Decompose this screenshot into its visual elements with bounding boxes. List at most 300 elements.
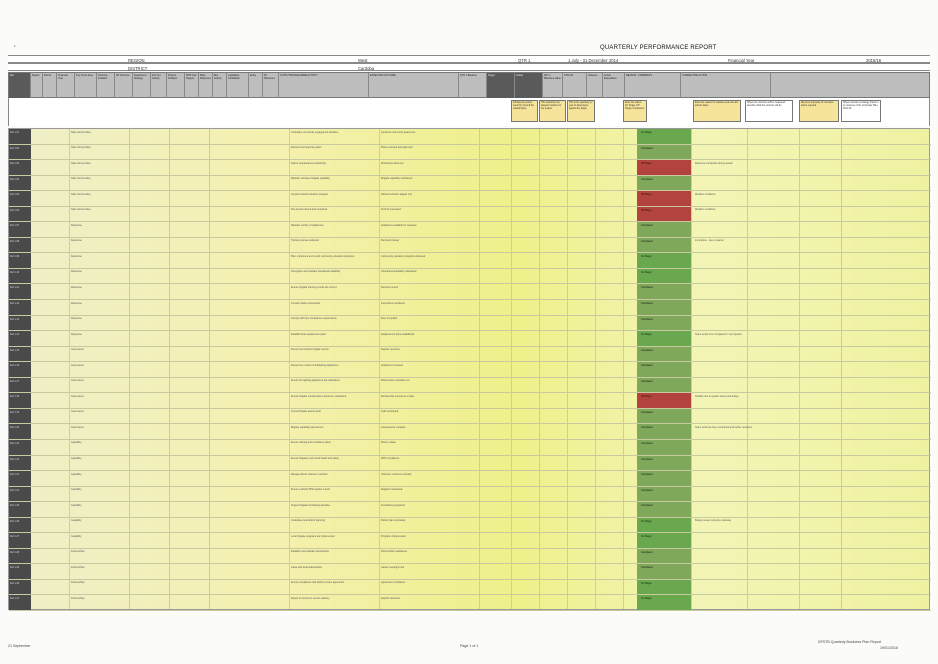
row-outcome: Volunteer numbers recorded (381, 472, 412, 476)
row-outcome: Operational capability maintained (381, 270, 417, 274)
row-ref: Ref 1.02 (10, 146, 20, 150)
row-status: Completed (641, 177, 653, 181)
region-row (8, 55, 930, 63)
row-outcome: District plan completed (381, 519, 406, 523)
row-status-cell (637, 238, 691, 253)
row-key-focus-area: Safe Communities (71, 192, 91, 196)
fy-label: Financial Year (728, 57, 755, 63)
row-ref: Ref 1.24 (10, 488, 20, 492)
column-header: Financial Year (57, 73, 75, 99)
column-header: Variance (587, 73, 603, 99)
row-output: Brigade capability assessment (291, 425, 324, 429)
row-ref-cell (9, 284, 31, 299)
row-ref-cell (9, 549, 31, 564)
row-status: Completed (641, 379, 653, 383)
row-key-focus-area: Response (71, 332, 82, 336)
qtr-label: QTR 1 (518, 57, 531, 63)
row-ref-cell (9, 145, 31, 160)
row-key-focus-area: Capability (71, 534, 82, 538)
row-status: Completed (641, 348, 653, 352)
row-output: Fire permits issued and monitored (291, 208, 328, 212)
row-status-cell (637, 316, 691, 331)
row-status: Completed (641, 239, 653, 243)
table-row (9, 362, 931, 378)
column-header: KPI or Milestone Value (543, 73, 563, 99)
row-key-focus-area: Capability (71, 519, 82, 523)
table-row (9, 331, 931, 347)
row-status-cell (637, 347, 691, 362)
row-outcome: Plans in place (381, 441, 396, 445)
baseline-note: Indicate the actual result for Q1 and the related figure (511, 100, 538, 122)
footer-right-bottom: 19/01/2016 (880, 646, 898, 650)
row-ref: Ref 1.15 (10, 348, 20, 352)
row-status: On Target (641, 333, 652, 337)
row-status-cell (637, 471, 691, 486)
table-row (9, 595, 931, 611)
row-ref-cell (9, 424, 31, 439)
row-output: Manage district volunteer numbers (291, 472, 328, 476)
row-comment: Partially due to system issues and delays (695, 394, 739, 398)
row-ref: Ref 1.17 (10, 379, 20, 383)
table-row (9, 176, 931, 192)
row-status: Completed (641, 410, 653, 414)
row-status-cell (637, 253, 691, 268)
row-status: Off Target (641, 395, 652, 399)
row-ref-cell (9, 518, 31, 533)
row-ref: Ref 1.30 (10, 581, 20, 585)
row-ref-cell (9, 300, 31, 315)
row-ref: Ref 1.04 (10, 177, 20, 181)
row-outcome: Inspections completed (381, 301, 405, 305)
column-header: Actual (515, 73, 543, 99)
table-row (9, 129, 931, 145)
table-row (9, 253, 931, 269)
row-ref-cell (9, 487, 31, 502)
row-ref: Ref 1.11 (10, 286, 19, 290)
row-outcome: Community education programs delivered (381, 254, 426, 258)
row-status-cell (637, 222, 691, 237)
row-ref-cell (9, 347, 31, 362)
table-row (9, 284, 931, 300)
row-output: Plan, implement and record community education programs (291, 254, 355, 258)
row-ref: Ref 1.23 (10, 473, 20, 477)
row-ref: Ref 1.07 (10, 224, 20, 228)
row-output: Annual brigade assets audit (291, 410, 321, 414)
row-outcome: Maintenance schedule met (381, 379, 410, 383)
table-row (9, 316, 931, 332)
row-status-cell (637, 440, 691, 455)
row-ref-cell (9, 207, 31, 222)
corner-mark: • (14, 43, 16, 48)
column-header: Outcome Indicator (97, 73, 115, 99)
district-row (8, 63, 930, 71)
row-ref-cell (9, 129, 31, 144)
row-status: On Target (641, 270, 652, 274)
row-ref-cell (9, 533, 31, 548)
row-comment: Some works to be completed in next quarter (695, 332, 742, 336)
row-ref: Ref 1.01 (10, 131, 20, 134)
row-status-cell (637, 176, 691, 191)
row-output: Conduct hazard reduction program (291, 192, 328, 196)
column-header: Ref (9, 73, 31, 99)
row-status: Completed (641, 504, 653, 508)
footer-center: Page 1 of 1 (460, 644, 479, 648)
row-status-cell (637, 300, 691, 315)
row-comment: Resource constraints during quarter (695, 161, 734, 165)
row-status-cell (637, 160, 691, 175)
row-key-focus-area: Safe Communities (71, 208, 91, 212)
row-output: Conduct station inspections (291, 301, 321, 305)
column-header: OUTPUT/PROGRAMME/ACTIVITY (279, 73, 369, 99)
corrective-note: Record a summary of corrective action required (799, 100, 839, 122)
outcome-note: Where the outcome will be measured, describe what the outcome will be (745, 100, 793, 122)
row-ref-cell (9, 269, 31, 284)
target-note: This should be the targeted number for the quarter (539, 100, 566, 122)
row-ref: Ref 1.25 (10, 504, 20, 508)
row-ref: Ref 1.27 (10, 535, 20, 539)
row-status: Completed (641, 473, 653, 477)
row-comment: Weather conditions (695, 208, 716, 212)
row-key-focus-area: Response (71, 223, 82, 227)
row-ref-cell (9, 580, 31, 595)
row-ref: Ref 1.22 (10, 457, 20, 461)
row-key-focus-area: Response (71, 239, 82, 243)
row-status-cell (637, 269, 691, 284)
row-ref-cell (9, 331, 31, 346)
row-ref: Ref 1.16 (10, 364, 20, 368)
row-output: Support brigade fundraising activities (291, 503, 331, 507)
row-output: Maintain number of appliances (291, 223, 324, 227)
row-ref: Ref 1.12 (10, 302, 20, 306)
row-key-focus-area: Capability (71, 472, 82, 476)
row-status: Off Target (641, 193, 652, 197)
column-header: STATUS (563, 73, 587, 99)
row-ref-cell (9, 471, 31, 486)
row-output: Maintain volunteer brigade capability (291, 177, 330, 181)
row-output: Ensure compliance with district service agreement (291, 581, 345, 585)
row-outcome: Hazard reduction targets met (381, 192, 412, 196)
row-outcome: Workshops delivered (381, 161, 404, 165)
table-row (9, 471, 931, 487)
row-key-focus-area: Response (71, 317, 82, 321)
row-status: Completed (641, 566, 653, 570)
row-output: Comply with fleet compliance requirements (291, 317, 337, 321)
row-outcome: Partnerships maintained (381, 550, 407, 554)
row-key-focus-area: Response (71, 285, 82, 289)
column-header: CORRECTIVE ACTION (681, 73, 771, 99)
row-output: Local brigade programs are implemented (291, 534, 335, 538)
output-note: Where relevant a strategy linked to an outcome of the Corporate Plan 2011-16 (841, 100, 881, 122)
row-status: Completed (641, 364, 653, 368)
row-status: Completed (641, 441, 653, 445)
row-outcome: WHS compliance (381, 457, 400, 461)
reason-note: Enter the reason for variance and relevant actions taken (693, 100, 741, 122)
row-output: Ensure a district PPE register is kept (291, 488, 330, 492)
row-status: Completed (641, 302, 653, 306)
table-row (9, 409, 931, 425)
row-outcome: Fleet compliant (381, 317, 398, 321)
row-status: On Target (641, 519, 652, 523)
row-key-focus-area: Capability (71, 457, 82, 461)
row-outcome: Appliances available for response (381, 223, 417, 227)
row-key-focus-area: Capability (71, 488, 82, 492)
row-status-cell (637, 145, 691, 160)
column-header: Bus Activity (213, 73, 227, 99)
row-outcome: Plans reviewed and approved (381, 146, 413, 150)
column-header: KF Reference (263, 73, 279, 99)
row-key-focus-area: Governance (71, 394, 85, 398)
column-header: EXPECTED OUTCOME (369, 73, 459, 99)
row-outcome: Assessments complete (381, 425, 406, 429)
row-key-focus-area: Partnerships (71, 565, 85, 569)
region-value: West (358, 57, 368, 63)
table-row (9, 518, 931, 534)
row-status: Completed (641, 550, 653, 554)
row-key-focus-area: Response (71, 254, 82, 258)
table-row (9, 238, 931, 254)
district-value: Cardoba (358, 65, 375, 71)
row-key-focus-area: Governance (71, 410, 85, 414)
row-status-cell (637, 502, 691, 517)
column-header: SP Outcome (115, 73, 133, 99)
row-key-focus-area: Partnerships (71, 581, 85, 585)
row-ref-cell (9, 222, 31, 237)
row-output: Ensure training and compliance plans (291, 441, 331, 445)
row-ref-cell (9, 378, 31, 393)
row-outcome: Agreement compliance (381, 581, 406, 585)
row-status-cell (637, 129, 691, 144)
row-status-cell (637, 487, 691, 502)
table-row (9, 533, 931, 549)
footer-left: 21 September (8, 644, 31, 648)
status-note: Enter the status: On Target, Off Target, Completed (623, 100, 647, 122)
row-output: Deliver preparedness workshops (291, 161, 326, 165)
row-key-focus-area: Response (71, 301, 82, 305)
row-status-cell (637, 393, 691, 408)
row-outcome: Reports recorded (381, 348, 400, 352)
column-header: Actual Expenditure (603, 73, 625, 99)
column-header: Main Reference (199, 73, 213, 99)
row-key-focus-area: Safe Communities (71, 161, 91, 165)
column-notes-row (8, 98, 930, 126)
region-label: REGION (128, 57, 145, 63)
row-ref-cell (9, 316, 31, 331)
footer-right-top: DFSTB Quarterly Business Plan Report (818, 640, 882, 644)
table-row (9, 580, 931, 596)
row-ref: Ref 1.18 (10, 395, 20, 399)
column-header: Project/ Indicator (167, 73, 185, 99)
table-row (9, 269, 931, 285)
row-status: On Target (641, 581, 652, 585)
table-row (9, 502, 931, 518)
column-header: Department Strategy (133, 73, 151, 99)
row-status: Completed (641, 286, 653, 290)
row-output: Establish and maintain partnerships (291, 550, 329, 554)
row-key-focus-area: Partnerships (71, 596, 85, 600)
row-key-focus-area: Governance (71, 379, 85, 383)
row-outcome: Improved community awareness (381, 130, 416, 134)
table-row (9, 549, 931, 565)
row-output: Undertake community engagement activities (291, 130, 339, 134)
table-row (9, 145, 931, 161)
row-status: On Target (641, 597, 652, 601)
row-ref-cell (9, 456, 31, 471)
row-ref: Ref 1.21 (10, 441, 20, 445)
row-ref-cell (9, 502, 31, 517)
row-status-cell (637, 424, 691, 439)
fy-value: 2015/16 (866, 57, 882, 63)
row-status-cell (637, 580, 691, 595)
row-outcome: Reports delivered (381, 596, 400, 600)
row-ref-cell (9, 393, 31, 408)
column-header: Target (487, 73, 515, 99)
row-key-focus-area: Governance (71, 425, 85, 429)
row-status-cell (637, 331, 691, 346)
row-ref: Ref 1.09 (10, 255, 20, 259)
row-outcome: Brigade capability maintained (381, 177, 413, 181)
row-status: Completed (641, 488, 653, 492)
row-comment: Weather conditions (695, 192, 716, 196)
row-outcome: Register maintained (381, 488, 403, 492)
row-status-cell (637, 564, 691, 579)
row-status-cell (637, 284, 691, 299)
row-ref: Ref 1.29 (10, 566, 20, 570)
row-key-focus-area: Safe Communities (71, 146, 91, 150)
column-header-row (8, 72, 930, 98)
row-status-cell (637, 378, 691, 393)
table-row (9, 160, 931, 176)
table-row (9, 191, 931, 207)
column-header: Key Focus Area (75, 73, 97, 99)
row-status-cell (637, 362, 691, 377)
column-header: REASON / COMMENTS (625, 73, 681, 99)
row-output: Ensure brigade training records are current (291, 285, 337, 289)
row-status: Off Target (641, 208, 652, 212)
row-status: Completed (641, 457, 653, 461)
row-outcome: Replacement plans established (381, 332, 415, 336)
column-header: District (43, 73, 57, 99)
table-row (9, 393, 931, 409)
row-ref-cell (9, 191, 31, 206)
row-comment: Budget review currently underway (695, 519, 732, 523)
row-outcome: Fundraising supported (381, 503, 405, 507)
row-status: On Target (641, 131, 652, 134)
row-ref-cell (9, 595, 31, 610)
table-row (9, 347, 931, 363)
row-status: Off Target (641, 162, 652, 166)
column-header: Region (31, 73, 43, 99)
table-row (9, 487, 931, 503)
row-status-cell (637, 595, 691, 610)
row-key-focus-area: Safe Communities (71, 130, 91, 134)
column-header: 2nd Tier Activity (151, 73, 167, 99)
row-output: Strengthen and maintain operational capability (291, 270, 341, 274)
row-status-cell (637, 533, 691, 548)
row-ref: Ref 1.10 (10, 270, 20, 274)
table-row (9, 207, 931, 223)
report-title: QUARTERLY PERFORMANCE REPORT (600, 45, 717, 51)
row-outcome: Liaison meetings held (381, 565, 405, 569)
row-ref-cell (9, 238, 31, 253)
row-ref: Ref 1.13 (10, 317, 20, 321)
row-status-cell (637, 207, 691, 222)
row-status-cell (637, 409, 691, 424)
row-key-focus-area: Governance (71, 348, 85, 352)
row-status: Completed (641, 426, 653, 430)
row-key-focus-area: Safe Communities (71, 177, 91, 181)
row-output: Review the number of firefighting appliances (291, 363, 339, 367)
row-output: Liaise with local stakeholders (291, 565, 322, 569)
table-row (9, 424, 931, 440)
row-output: Report to council on service delivery (291, 596, 330, 600)
row-status-cell (637, 518, 691, 533)
column-header: WHF Ops Targets (185, 73, 199, 99)
row-key-focus-area: Governance (71, 363, 85, 367)
row-ref: Ref 1.06 (10, 208, 20, 212)
row-key-focus-area: Partnerships (71, 550, 85, 554)
row-ref-cell (9, 440, 31, 455)
row-status: On Target (641, 255, 652, 259)
row-outcome: Audit completed (381, 410, 399, 414)
row-output: Ensure brigades meet work health and safety (291, 457, 339, 461)
row-ref: Ref 1.14 (10, 333, 20, 337)
row-output: Establish fleet replacement plans (291, 332, 327, 336)
row-status-cell (637, 191, 691, 206)
row-status: Completed (641, 317, 653, 321)
row-outcome: Appliances reviewed (381, 363, 403, 367)
table-row (9, 300, 931, 316)
actual-note: This is the quarterly (or year to date) figure against the target (567, 100, 595, 122)
table-row (9, 378, 931, 394)
row-ref-cell (9, 564, 31, 579)
row-comment: Incomplete - due to quarter (695, 239, 724, 243)
table-row (9, 440, 931, 456)
row-outcome: Members trained (381, 239, 399, 243)
column-header: Legislative Jurisdiction (227, 73, 249, 99)
row-status-cell (637, 549, 691, 564)
row-key-focus-area: Capability (71, 441, 82, 445)
row-outcome: Permits processed (381, 208, 401, 212)
data-table (8, 128, 930, 610)
row-outcome: Records current (381, 285, 399, 289)
row-outcome: Programs implemented (381, 534, 406, 538)
row-output: Undertake local district planning (291, 519, 325, 523)
row-ref-cell (9, 409, 31, 424)
period: 1 July - 31 December 2014 (568, 57, 619, 63)
row-output: Training courses delivered (291, 239, 319, 243)
row-ref-cell (9, 253, 31, 268)
row-ref-cell (9, 176, 31, 191)
table-row (9, 222, 931, 238)
row-ref: Ref 1.05 (10, 193, 20, 197)
row-status: Completed (641, 146, 653, 150)
row-outcome: Membership records up to date (381, 394, 415, 398)
row-output: Ensure brigade membership records are maintained (291, 394, 347, 398)
row-status: On Target (641, 535, 652, 539)
row-output: Ensure fire fighting appliances are maintained (291, 379, 340, 383)
row-key-focus-area: Capability (71, 503, 82, 507)
district-label: DISTRICT (128, 65, 148, 71)
table-row (9, 564, 931, 580)
row-key-focus-area: Response (71, 270, 82, 274)
row-ref: Ref 1.20 (10, 426, 20, 430)
row-output: Review local response plans (291, 146, 322, 150)
row-ref: Ref 1.03 (10, 162, 20, 166)
row-ref: Ref 1.19 (10, 410, 20, 414)
row-ref: Ref 1.26 (10, 519, 20, 523)
column-header: Entity (249, 73, 263, 99)
row-ref: Ref 1.31 (10, 597, 20, 601)
